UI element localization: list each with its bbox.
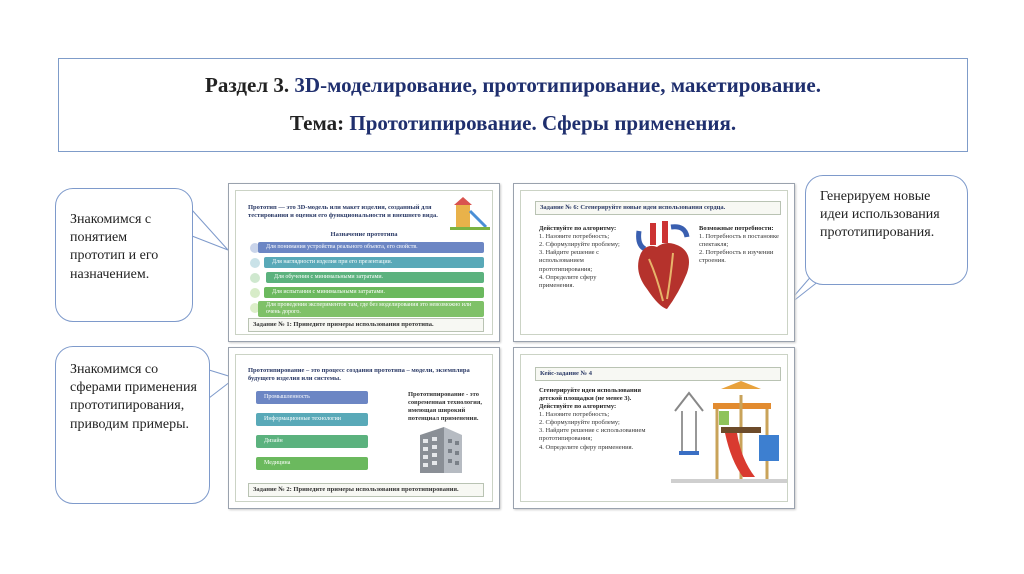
- slide1-bar-2: Для наглядности изделия при его презентации.: [264, 257, 484, 268]
- topic-name: Прототипирование. Сферы применения.: [349, 111, 737, 135]
- slide3-bar-2: Информационные технологии: [256, 413, 368, 426]
- slide4-title: Кейс-задание № 4: [535, 367, 781, 381]
- slide1-intro: [248, 204, 448, 220]
- title-box: [58, 58, 968, 152]
- bubble-3-text: Генерируем новые идеи использования прототипирования.: [820, 189, 940, 241]
- bubble-1-tail: [190, 206, 230, 256]
- slide3-def: – это процесс создания прототипа – модели, экземпляра будущего изделия или системы.: [248, 367, 470, 383]
- bubble-2-text: Знакомимся со сферами применения прототипирования, приводим примеры.: [70, 362, 197, 432]
- slide-thumbnail-prototype[interactable]: [228, 183, 500, 342]
- slide2-left-item: 3. Найдите решение с использованием прототипирования;: [539, 249, 600, 273]
- heart-image: [627, 219, 695, 311]
- slide3-bar-1: Промышленность: [256, 391, 368, 404]
- slide3-side-text: Прототипирование - это современная технология, имеющая широкий потенциал применения.: [408, 391, 483, 423]
- slide-thumbnail-playground[interactable]: [513, 347, 795, 509]
- speech-bubble-spheres: [55, 346, 210, 504]
- slide1-term: Прототип: [248, 204, 277, 211]
- slide2-title: Задание № 6: Сгенерируйте новые идеи использования сердца.: [535, 201, 781, 215]
- slide3-term: Прототипирование: [248, 367, 305, 374]
- slide1-bar-4: Для испытания с минимальными затратами.: [264, 287, 484, 298]
- slide2-right-item: 2. Потребность в изучении строения.: [699, 249, 774, 265]
- slide2-left-item: 2. Сформулируйте проблему;: [539, 241, 620, 249]
- bubble-1-text: Знакомимся с понятием прототип и его назначением.: [70, 212, 159, 282]
- slide4-list: [539, 411, 659, 452]
- slide2-left-list: [539, 233, 621, 290]
- slide4-item: 3. Найдите решение с использованием прототипирования;: [539, 427, 646, 443]
- playground-image: [671, 381, 787, 485]
- building-image: [414, 425, 466, 475]
- slide1-bar-3: Для обучения с минимальными затратами.: [266, 272, 484, 283]
- topic-title: [59, 111, 967, 136]
- slide4-item: 1. Назовите потребность;: [539, 411, 610, 418]
- slide1-task: Задание № 1: Приведите примеры использования прототипа.: [248, 318, 484, 332]
- section-title: [59, 73, 967, 98]
- speech-bubble-ideas: [805, 175, 968, 285]
- slide4-lead: Сгенерируйте идеи использования детской площадки (не менее 3). Действуйте по алгоритму:: [539, 387, 642, 411]
- slide2-left-item: 1. Назовите потребность;: [539, 233, 610, 240]
- playground-icon: [450, 197, 490, 233]
- section-name: 3D-моделирование, прототипирование, макетирование.: [294, 73, 821, 97]
- slide1-bar-1: Для понимания устройства реального объекта, его свойств.: [258, 242, 484, 253]
- slide2-right-head: Возможные потребности:: [699, 225, 774, 232]
- slide1-bar-5: Для проведения экспериментов там, где без моделирования это невозможно или очень дорого.: [258, 301, 484, 317]
- slide-thumbnail-heart[interactable]: [513, 183, 795, 342]
- slide2-right-list: [699, 233, 781, 266]
- slide1-def: — это 3D-модель или макет изделия, созданный для тестирования и оценки его функциональности и внешнего вида.: [248, 204, 438, 220]
- slide1-subtitle: Назначение прототипа: [330, 231, 398, 238]
- slide-thumbnail-spheres[interactable]: [228, 347, 500, 509]
- section-label: Раздел 3.: [205, 73, 290, 97]
- slide2-left-item: 4. Определите сферу применения.: [539, 273, 597, 289]
- slide3-bar-3: Дизайн: [256, 435, 368, 448]
- slide3-task: Задание № 2: Приведите примеры использования прототипирования.: [248, 483, 484, 497]
- slide2-left-head: Действуйте по алгоритму:: [539, 225, 617, 232]
- speech-bubble-prototype: [55, 188, 193, 322]
- slide2-right-item: 1. Потребность в постановке спектакля;: [699, 233, 779, 249]
- slide3-intro: [248, 367, 484, 383]
- slide4-item: 4. Определите сферу применения.: [539, 443, 634, 451]
- slide4-item: 2. Сформулируйте проблему;: [539, 419, 620, 427]
- topic-label: Тема:: [289, 111, 345, 135]
- slide3-bar-4: Медицина: [256, 457, 368, 470]
